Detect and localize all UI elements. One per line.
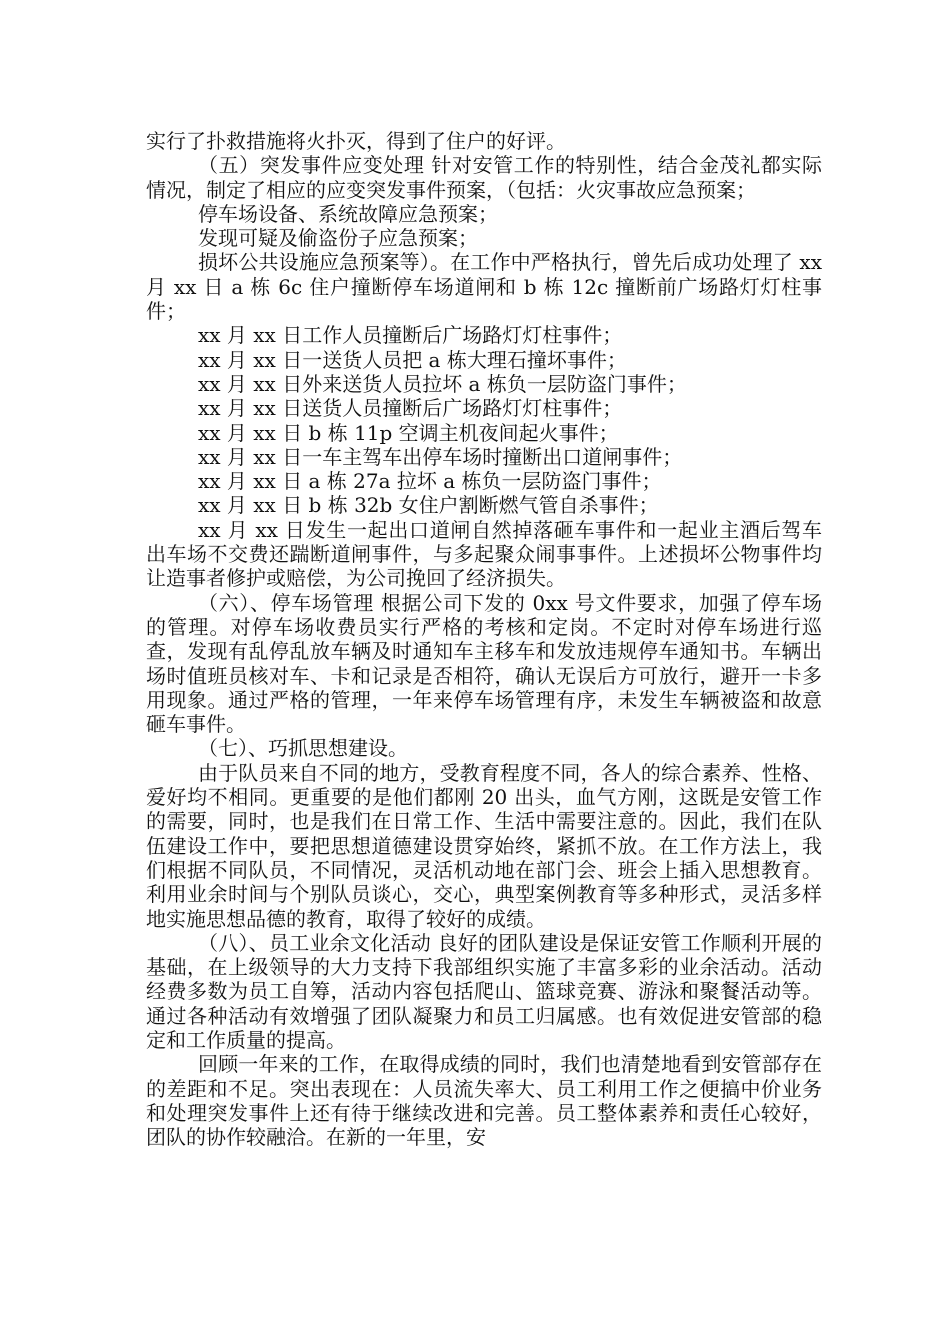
paragraph: xx 月 xx 日 b 栋 11p 空调主机夜间起火事件； — [198, 420, 619, 445]
paragraph: xx 月 xx 日一车主驾车出停车场时撞断出口道闸事件； — [198, 444, 683, 469]
paragraph: xx 月 xx 日 a 栋 27a 拉坏 a 栋负一层防盗门事件； — [198, 469, 662, 494]
paragraph: 发现可疑及偷盗份子应急预案； — [198, 226, 478, 251]
paragraph: 由于队员来自不同的地方，受教育程度不同，各人的综合素养、性格、爱好均不相同。更重要的是他们都刚 20 出头，血气方刚，这既是安管工作的需要，同时，也是我们在日常工作、生活中需要注意的。因此，我们在队伍建设工作中，要把思想道德建设贯穿始终，紧抓不放。在工作方法上，我们根据不同队员，不同情况，灵活机动地在部门会、班会上插入思想教育。利用业余时间与个别队员谈心，交心，典型案例教育等多种形式，灵活多样地实施思想品德的教育，取得了较好的成绩。 — [146, 760, 822, 931]
paragraph: （六）、停车场管理 根据公司下发的 0xx 号文件要求，加强了停车场的管理。对停车场收费员实行严格的考核和定岗。不定时对停车场进行巡查，发现有乱停乱放车辆及时通知车主移车和发放违规停车通知书。车辆出场时值班员核对车、卡和记录是否相符，确认无误后方可放行，避开一卡多用现象。通过严格的管理，一年来停车场管理有序，未发生车辆被盗和故意砸车事件。 — [146, 590, 822, 737]
paragraph: xx 月 xx 日发生一起出口道闸自然掉落砸车事件和一起业主酒后驾车出车场不交费还踹断道闸事件，与多起聚众闹事事件。上述损坏公物事件均让造事者修护或赔偿，为公司挽回了经济损失。 — [146, 517, 822, 591]
paragraph: （八）、员工业余文化活动 良好的团队建设是保证安管工作顺利开展的基础，在上级领导的大力支持下我部组织实施了丰富多彩的业余活动。活动经费多数为员工自筹，活动内容包括爬山、篮球竞赛、游泳和聚餐活动等。通过各种活动有效增强了团队凝聚力和员工归属感。也有效促进安管部的稳定和工作质量的提高。 — [146, 930, 822, 1052]
paragraph: xx 月 xx 日一送货人员把 a 栋大理石撞坏事件； — [198, 347, 627, 372]
paragraph: 损坏公共设施应急预案等）。在工作中严格执行，曾先后成功处理了 xx 月 xx 日 a 栋 6c 住户撞断停车场道闸和 b 栋 12c 撞断前广场路灯灯柱事件； — [146, 250, 822, 324]
document-body — [146, 129, 822, 1149]
paragraph: （五）突发事件应变处理 针对安管工作的特别性，结合金茂礼都实际情况，制定了相应的应变突发事件预案，（包括：火灾事故应急预案； — [146, 153, 822, 202]
paragraph: 实行了扑救措施将火扑灭，得到了住户的好评。 — [146, 129, 566, 153]
paragraph: xx 月 xx 日送货人员撞断后广场路灯灯柱事件； — [198, 396, 623, 421]
paragraph: 停车场设备、系统故障应急预案； — [198, 201, 498, 226]
paragraph: 回顾一年来的工作，在取得成绩的同时，我们也清楚地看到安管部存在的差距和不足。突出表现在：人员流失率大、员工利用工作之便搞中价业务和处理突发事件上还有待于继续改进和完善。员工整体素养和责任心较好，团队的协作较融洽。在新的一年里，安 — [146, 1052, 822, 1150]
paragraph: xx 月 xx 日外来送货人员拉坏 a 栋负一层防盗门事件； — [198, 371, 687, 396]
paragraph: xx 月 xx 日 b 栋 32b 女住户割断燃气管自杀事件； — [198, 493, 659, 518]
paragraph: （七）、巧抓思想建设。 — [198, 736, 408, 761]
paragraph: xx 月 xx 日工作人员撞断后广场路灯灯柱事件； — [198, 323, 623, 348]
